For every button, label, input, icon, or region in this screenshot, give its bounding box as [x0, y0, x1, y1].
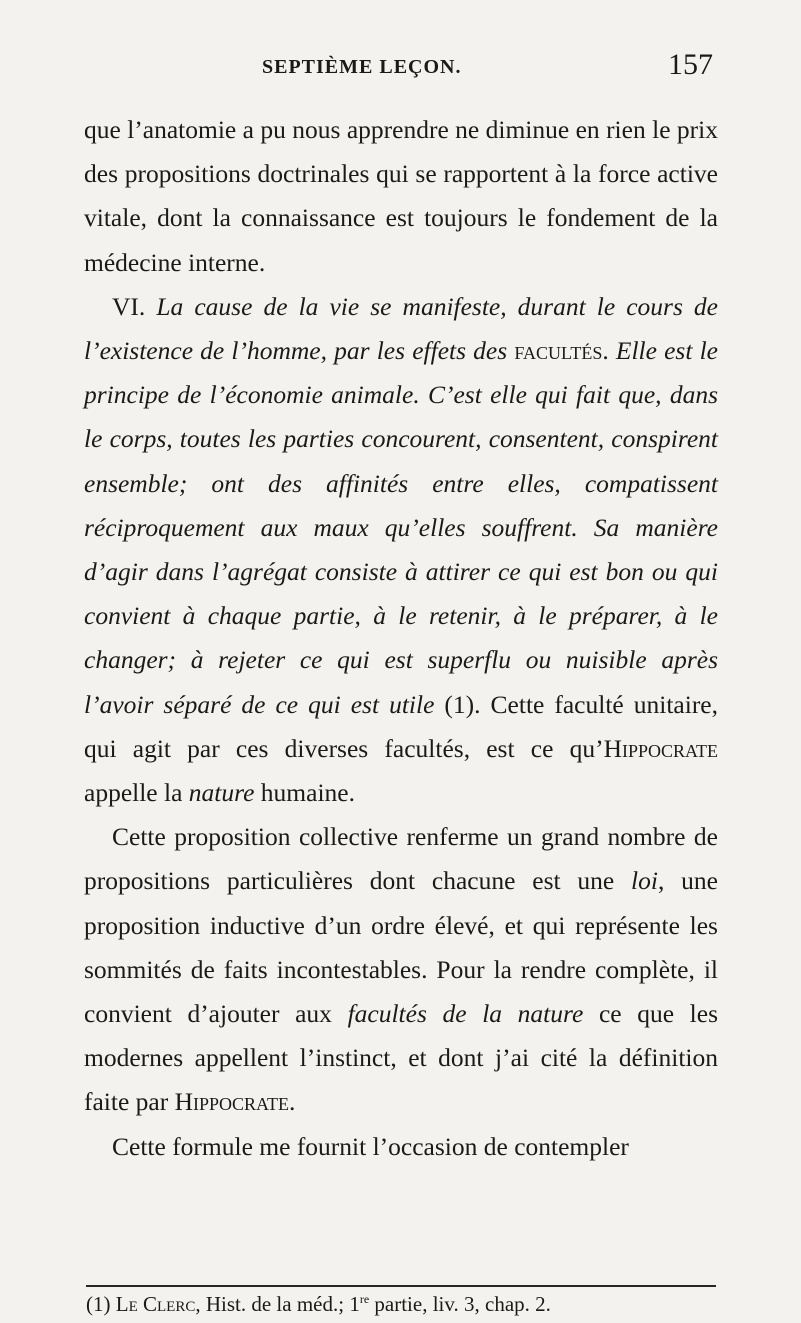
text-segment: Hippocrate [603, 733, 718, 763]
text-segment: facultés [514, 336, 603, 366]
text-segment: facultés de la nature [347, 999, 584, 1029]
text-segment: ce que les modernes appellent l’instinct, et dont j’ai cité la définition faite par [84, 999, 718, 1117]
footnote-superscript: re [359, 1292, 370, 1306]
footnote-author: Le Clerc [115, 1292, 196, 1316]
text-segment: Cette formule me fournit l’occasion de contempler [112, 1131, 629, 1161]
footnote [86, 1292, 551, 1317]
text-segment: (1). Cette faculté unitaire, qui agit par ces diverses facultés, est ce qu’ [84, 689, 719, 763]
text-segment: , une proposition inductive d’un ordre élevé, et qui représente les sommités de faits incontestables. Pour la rendre complète, il convient d’ajouter aux [84, 866, 718, 1029]
text-segment: . [289, 1087, 296, 1117]
text-segment: VI. [112, 291, 157, 321]
text-segment: Cette proposition collective renferme un grand nombre de propositions particulières dont chacune est une [84, 822, 718, 896]
text-segment: que l’anatomie a pu nous apprendre ne diminue en rien le prix des propositions doctrinales qui se rapportent à la force active vitale, dont la connaissance est toujours le fondement de la médecine interne. [84, 115, 718, 277]
text-segment: humaine. [254, 778, 355, 808]
running-head: SEPTIÈME LEÇON. [262, 56, 462, 78]
text-segment: Hippocrate [174, 1087, 290, 1117]
footnote-rest: partie, liv. 3, chap. 2. [369, 1292, 551, 1316]
text-segment: nature [188, 778, 255, 808]
footnote-rule [86, 1285, 716, 1287]
text-segment: appelle la [84, 778, 189, 808]
paragraph-p3 [84, 815, 718, 1124]
text-segment: . [602, 336, 616, 366]
body-text [84, 108, 718, 1169]
page-header [0, 46, 801, 90]
text-segment: Elle est le principe de l’économie animale. C’est elle qui fait que, dans le corps, toutes les parties concourent, consentent, conspirent ensemble; ont des affinités entre elles, compatissent réciproquement aux maux qu’elles souffrent. Sa manière d’agir dans l’agrégat consiste à attirer ce qui est bon ou qui convient à chaque partie, à le retenir, à le préparer, à le changer; à rejeter ce qui est superflu ou nuisible après l’avoir séparé de ce qui est utile [84, 336, 718, 719]
footnote-marker: (1) [86, 1292, 111, 1316]
paragraph-p2 [84, 285, 718, 815]
text-segment: loi [631, 866, 658, 896]
text-segment: La cause de la vie se manifeste, durant le cours de l’existence de l’homme, par les effets des [84, 291, 718, 366]
paragraph-p4 [84, 1125, 718, 1169]
page-number: 157 [668, 48, 713, 81]
paragraph-p1 [84, 108, 718, 285]
footnote-text: , Hist. de la méd.; 1 [195, 1292, 360, 1316]
